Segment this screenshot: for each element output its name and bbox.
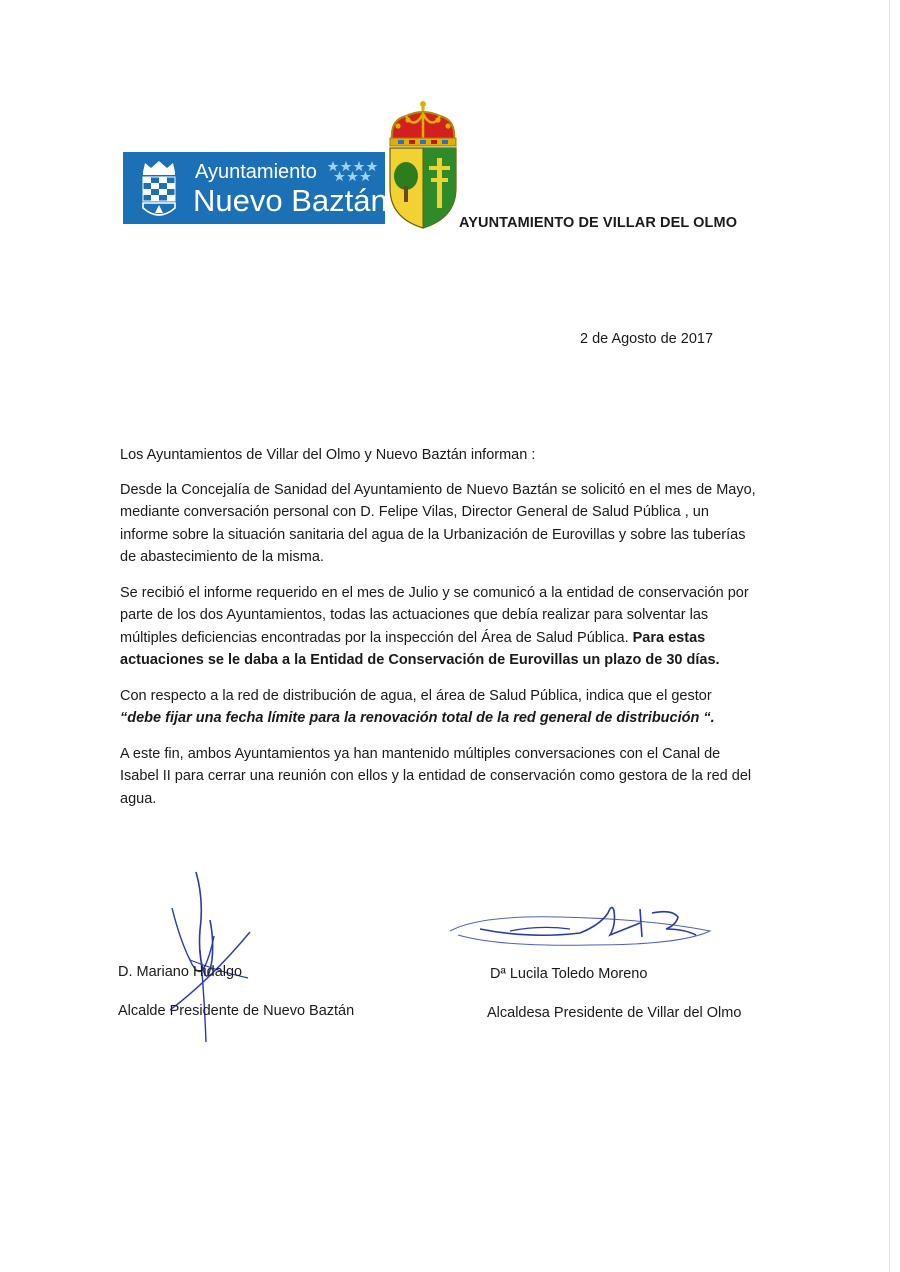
signature-right-icon: [440, 895, 725, 955]
paragraph-4: A este fin, ambos Ayuntamientos ya han mantenido múltiples conversaciones con el Canal de Isabel II para cerrar una reunión con ellos y la entidad de conservación como gestora de la red del agua.: [120, 745, 752, 807]
paragraph-3-text: Con respecto a la red de distribución de agua, el área de Salud Pública, indica que el gestor: [120, 687, 712, 704]
paragraph-1: Desde la Concejalía de Sanidad del Ayuntamiento de Nuevo Baztán se solicitó en el mes de Mayo, mediante conversación personal con D. Felipe Vilas, Director General de Salud Pública , un informe sobre la situación sanitaria del agua de la Urbanización de Eurovillas y sobre las tuberías de abastecimiento de la misma.: [120, 481, 756, 565]
villar-del-olmo-coat-of-arms-icon: [386, 100, 460, 230]
signature-left-icon: [160, 860, 260, 1050]
organization-title: AYUNTAMIENTO DE VILLAR DEL OLMO: [459, 215, 738, 231]
paragraph-3-quote: “debe fijar una fecha límite para la renovación total de la red general de distribución “.: [120, 710, 715, 726]
logo-text-line2: Nuevo Baztán: [193, 183, 388, 218]
signatory-left-title: Alcalde Presidente de Nuevo Baztán: [118, 1003, 355, 1019]
signatory-left-name: D. Mariano Hidalgo: [118, 964, 243, 980]
logo-text-line1: Ayuntamiento: [195, 161, 317, 183]
letter-body: [120, 444, 760, 823]
letter-intro: Los Ayuntamientos de Villar del Olmo y Nuevo Baztán informan :: [120, 447, 536, 463]
nuevo-baztan-emblem-icon: [137, 158, 181, 220]
letter-date: 2 de Agosto de 2017: [580, 331, 714, 347]
signatory-right-name: Dª Lucila Toledo Moreno: [490, 966, 648, 982]
signatory-right-title: Alcaldesa Presidente de Villar del Olmo: [487, 1005, 742, 1021]
paragraph-2: [120, 582, 760, 672]
page-edge: [889, 0, 890, 1272]
paragraph-3: [120, 685, 760, 730]
paragraph-2-text: Se recibió el informe requerido en el mes de Julio y se comunicó a la entidad de conservación por parte de los dos Ayuntamientos, todas las actuaciones que debía realizar para solventar las múltiples deficiencias encontradas por la inspección del Área de Salud Pública.: [120, 584, 749, 646]
paragraph-2-bold: Para estas actuaciones se le daba a la Entidad de Conservación de Eurovillas un plazo de 30 días.: [120, 629, 720, 668]
stars-icon: [327, 160, 379, 182]
nuevo-baztan-logo: [123, 152, 388, 224]
